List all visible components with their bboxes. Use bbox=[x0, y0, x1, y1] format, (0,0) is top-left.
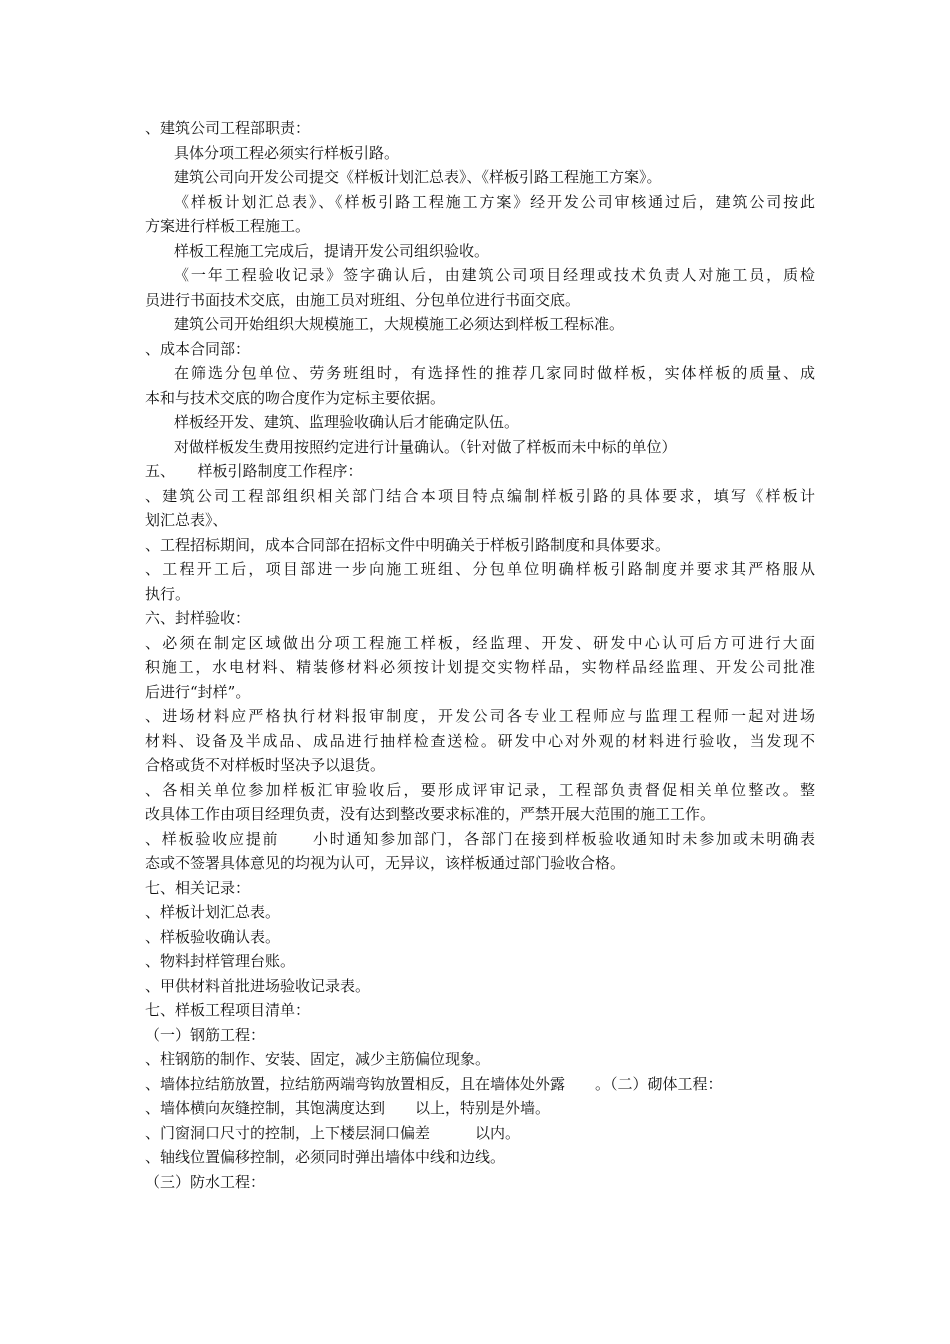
text-line: 、物料封样管理台账。 bbox=[145, 952, 296, 970]
text-line: 、墙体横向灰缝控制，其饱满度达到 以上，特别是外墙。 bbox=[145, 1099, 551, 1117]
text-line: 《一年工程验收记录》签字确认后，由建筑公司项目经理或技术负责人对施工员，质检 bbox=[174, 266, 815, 284]
text-line: 《样板计划汇总表》、《样板引路工程施工方案》经开发公司审核通过后，建筑公司按此 bbox=[174, 192, 815, 211]
text-line: 、建筑公司工程部职责： bbox=[145, 119, 311, 137]
text-line: 、柱钢筋的制作、安装、固定，减少主筋偏位现象。 bbox=[145, 1050, 491, 1068]
text-line: 、甲供材料首批进场验收记录表。 bbox=[145, 976, 371, 995]
text-line: 执行。 bbox=[145, 584, 191, 603]
text-line: 、样板验收应提前 小时通知参加部门，各部门在接到样板验收通知时未参加或未明确表 bbox=[145, 829, 815, 848]
text-line: 、工程招标期间，成本合同部在招标文件中明确关于样板引路制度和具体要求。 bbox=[145, 535, 671, 554]
text-line: 员进行书面技术交底，由施工员对班组、分包单位进行书面交底。 bbox=[145, 290, 581, 309]
text-line: 改具体工作由项目经理负责，没有达到整改要求标准的，严禁开展大范围的施工工作。 bbox=[145, 805, 716, 823]
text-line: 合格或货不对样板时坚决予以退货。 bbox=[145, 756, 386, 774]
text-line: 、进场材料应严格执行材料报审制度，开发公司各专业工程师应与监理工程师一起对进场 bbox=[145, 707, 815, 725]
text-line: 积施工，水电材料、精装修材料必须按计划提交实物样品，实物样品经监理、开发公司批准 bbox=[145, 658, 815, 676]
text-line: 具体分项工程必须实行样板引路。 bbox=[174, 143, 400, 162]
text-line: 、样板计划汇总表。 bbox=[145, 903, 281, 921]
text-line: 划汇总表》、 bbox=[145, 511, 228, 529]
text-line: 建筑公司开始组织大规模施工，大规模施工必须达到样板工程标准。 bbox=[174, 315, 625, 333]
text-line: （一）钢筋工程： bbox=[145, 1025, 266, 1044]
text-line: 七、相关记录： bbox=[145, 878, 251, 897]
text-line: 态或不签署具体意见的均视为认可，无异议，该样板通过部门验收合格。 bbox=[145, 854, 626, 872]
text-line: 在筛选分包单位、劳务班组时，有选择性的推荐几家同时做样板，实体样板的质量、成 bbox=[174, 364, 815, 382]
text-line: 、成本合同部： bbox=[145, 339, 251, 358]
text-line: 方案进行样板工程施工。 bbox=[145, 217, 311, 235]
text-line: 、轴线位置偏移控制，必须同时弹出墙体中线和边线。 bbox=[145, 1148, 506, 1166]
text-line: 、工程开工后，项目部进一步向施工班组、分包单位明确样板引路制度并要求其严格服从 bbox=[145, 560, 815, 578]
text-line: （三）防水工程： bbox=[145, 1172, 266, 1191]
text-line: 本和与技术交底的吻合度作为定标主要依据。 bbox=[145, 388, 446, 407]
document-body bbox=[145, 116, 815, 1194]
text-line: 样板经开发、建筑、监理验收确认后才能确定队伍。 bbox=[174, 413, 520, 431]
text-line: 、必须在制定区域做出分项工程施工样板，经监理、开发、研发中心认可后方可进行大面 bbox=[145, 633, 815, 652]
text-line: 、墙体拉结筋放置，拉结筋两端弯钩放置相反，且在墙体处外露 。（二）砌体工程： bbox=[145, 1074, 723, 1093]
text-line: 六、封样验收： bbox=[145, 609, 251, 627]
text-line: 、样板验收确认表。 bbox=[145, 927, 281, 946]
text-line: 样板工程施工完成后，提请开发公司组织验收。 bbox=[174, 241, 490, 260]
text-line: 、门窗洞口尺寸的控制，上下楼层洞口偏差 以内。 bbox=[145, 1123, 521, 1142]
text-line: 后进行“封样”。 bbox=[145, 682, 251, 701]
text-line: 五、 样板引路制度工作程序： bbox=[145, 462, 363, 480]
text-line: 建筑公司向开发公司提交《样板计划汇总表》、《样板引路工程施工方案》。 bbox=[174, 168, 662, 186]
text-line: 、建筑公司工程部组织相关部门结合本项目特点编制样板引路的具体要求，填写《样板计 bbox=[145, 486, 815, 505]
text-line: 七、样板工程项目清单： bbox=[145, 1001, 311, 1019]
text-line: 、各相关单位参加样板汇审验收后，要形成评审记录，工程部负责督促相关单位整改。整 bbox=[145, 780, 815, 799]
text-line: 对做样板发生费用按照约定进行计量确认。（针对做了样板而未中标的单位） bbox=[174, 437, 677, 456]
text-line: 材料、设备及半成品、成品进行抽样检查送检。研发中心对外观的材料进行验收，当发现不 bbox=[145, 731, 815, 750]
